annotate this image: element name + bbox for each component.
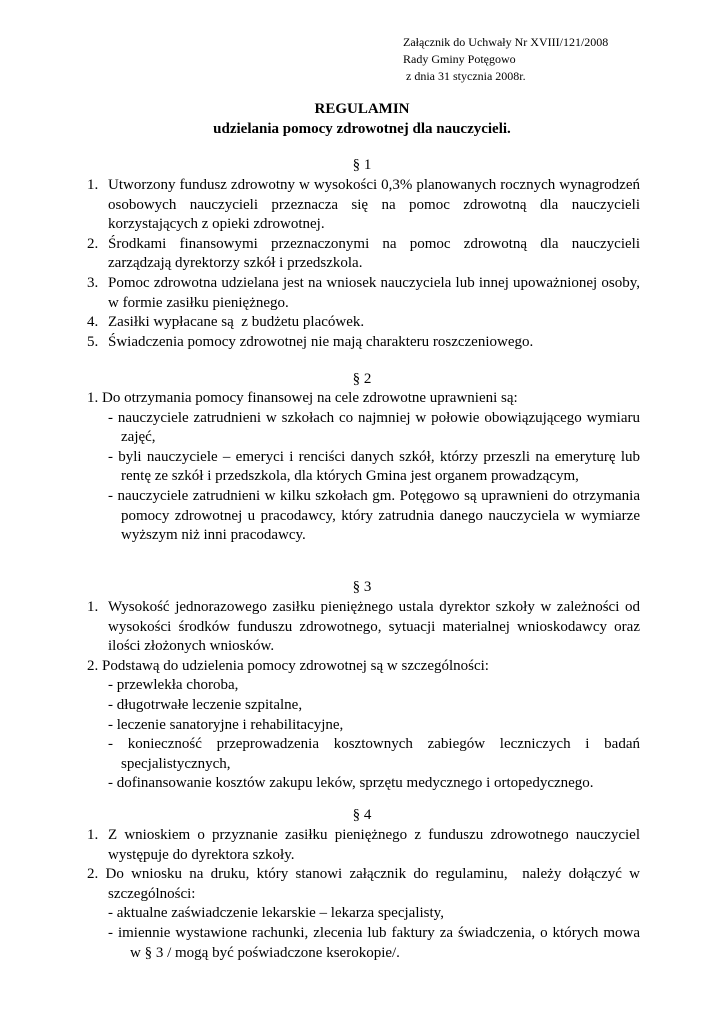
item-text: Utworzony fundusz zdrowotny w wysokości 0,3% planowanych rocznych wynagrodzeń osobowych nauczycieli przeznacza się na pomoc zdrowotną dla nauczycieli korzystających z opieki zdrowotnej. [108,177,640,233]
section-3-heading: § 3 [352,579,372,595]
section-3-bullet: - długotrwałe leczenie szpitalne, [108,696,303,713]
item-number: 4. [87,314,99,331]
section-2-intro: 1. Do otrzymania pomocy finansowej na cele zdrowotne uprawnieni są: [87,390,518,406]
item-number: 3. [87,274,99,291]
section-3-bullet: - leczenie sanatoryjne i rehabilitacyjne, [108,716,344,733]
item-text: Świadczenia pomocy zdrowotnej nie mają charakteru roszczeniowego. [108,333,534,350]
section-4-bullet: - imiennie wystawione rachunki, zlecenia lub faktury za świadczenia, o których mowa w § 3 / mogą być poświadczone kserokopie/. [108,924,640,961]
section-3-bullet: - konieczność przeprowadzenia kosztownych zabiegów leczniczych i badań specjalistycznych, [108,736,640,772]
item-text: Środkami finansowymi przeznaczonymi na pomoc zdrowotną dla nauczycieli zarządzają dyrektorzy szkół i przedszkola. [108,235,640,272]
attachment-header [403,34,608,85]
section-1-heading: § 1 [352,157,372,173]
section-1-item [87,333,640,353]
item-number: 1. [87,599,99,615]
item-number: 1. [87,177,99,193]
section-1-item [87,176,640,235]
document-title: REGULAMIN [314,101,410,117]
section-4-heading: § 4 [352,807,372,823]
section-2-list [87,389,640,546]
header-line-2: Rady Gminy Potęgowo [403,52,516,66]
section-4-bullet: - aktualne zaświadczenie lekarskie – lekarza specjalisty, [108,905,444,922]
section-3-intro: 2. Podstawą do udzielenia pomocy zdrowotnej są w szczególności: [87,657,489,674]
section-2-bullet: - byli nauczyciele – emeryci i renciści danych szkół, którzy przeszli na emeryturę lub rentę ze szkół i przedszkola, dla których Gmina jest organem prowadzącym, [108,448,640,485]
section-4-intro: 2. Do wniosku na druku, który stanowi załącznik do regulaminu, należy dołączyć w szczególności: [87,866,644,902]
section-2-bullet: - nauczyciele zatrudnieni w szkołach co najmniej w połowie obowiązującego wymiaru zajęć, [108,409,640,446]
item-text: Wysokość jednorazowego zasiłku pieniężnego ustala dyrektor szkoły w zależności od wysokości środków funduszu zdrowotnego, sytuacji materialnej wnioskodawcy oraz ilości złożonych wniosków. [108,599,640,655]
header-line-3: z dnia 31 stycznia 2008r. [403,69,526,83]
header-line-1: Załącznik do Uchwały Nr XVIII/121/2008 [403,35,609,49]
item-number: 5. [87,333,99,350]
item-text: Z wnioskiem o przyznanie zasiłku pieniężnego z funduszu zdrowotnego nauczyciel występuje do dyrektora szkoły. [108,827,640,863]
section-4-item [87,826,640,865]
section-1-item [87,274,640,313]
section-1-list [87,176,640,352]
section-4-list [87,826,644,963]
item-number: 2. [87,235,99,252]
section-3-list [87,598,640,794]
item-text: Zasiłki wypłacane są z budżetu placówek. [108,314,365,331]
section-2-heading: § 2 [352,371,372,387]
section-2-bullet: - nauczyciele zatrudnieni w kilku szkołach gm. Potęgowo są uprawnieni do otrzymania pomocy zdrowotnej u pracodawcy, który zatrudnia danego nauczyciela w wymiarze wyższym niż inni pracodawcy. [108,487,640,544]
section-1-item [87,313,640,333]
section-3-bullet: - przewlekła choroba, [108,677,239,694]
section-3-item [87,598,640,657]
item-text: Pomoc zdrowotna udzielana jest na wniosek nauczyciela lub innej upoważnionej osoby, w formie zasiłku pieniężnego. [108,274,640,311]
section-3-bullet: - dofinansowanie kosztów zakupu leków, sprzętu medycznego i ortopedycznego. [108,775,594,792]
item-number: 1. [87,827,99,843]
section-1-item [87,235,640,274]
document-subtitle: udzielania pomocy zdrowotnej dla nauczycieli. [213,121,511,137]
